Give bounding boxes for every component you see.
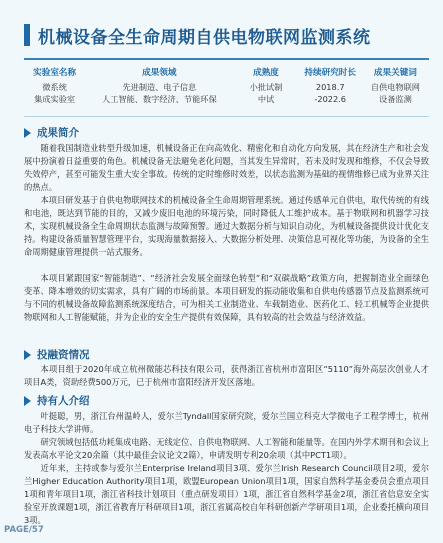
intro-paragraph-3: 本项目紧跟国家“智能制造”、“经济社会发展全面绿色转型”和“双碳战略”政策方向，把握制造业全面绿色变革、降本增效的切实需求，具有广阔的市场前景。本项目研发的振动能收集和自供电传感器节点及监测系统可与不同的机械设备故障监测系统深度结合，可为相关工业制造业、车载制造业、医药化工、轻工机械等企业提供物联网和人工智能赋能，并为企业的安全生产提供有效保障，具有较高的社会效益与经济效益。	[24, 273, 429, 323]
info-divider	[24, 116, 429, 117]
section-heading-funding	[24, 347, 90, 362]
person-paragraph-3: 近年来，主持或参与爱尔兰Enterprise Ireland项目3项、爱尔兰Irish Research Council项目2项，爱尔兰Higher Education Authority项目1项，欧盟European Union项目1项，国家自然科学基金委员会重点项目1项和青年项目1项，浙江省科技计划项目（重点研发项目）1项，浙江省自然科学基金2项，浙江省信息安全实验室开放课题1项，浙江省教育厅科研项目1项，浙江省属高校自年科研创新产学研项目1项，企业委托横向项目3项。	[24, 463, 429, 526]
funding-paragraph: 本项目组于2020年成立杭州微能芯科技有限公司，获得浙江省杭州市富阳区“5110”海外高层次创业人才项目A类，资助经费500万元，已于杭州市富阳经济开发区落地。	[24, 364, 429, 388]
triangle-bullet-icon	[24, 396, 31, 406]
info-col-duration	[299, 66, 362, 112]
title-bar	[24, 20, 431, 50]
info-value: 先进制造、电子信息	[122, 82, 197, 92]
section-heading-person	[24, 393, 90, 408]
intro-paragraph-2: 本项目研发基于自供电物联网技术的机械设备全生命周期管理系统。通过传感单元自供电，取代传统的有线和电池，既达到节能的目的，又减少废旧电池的环境污染，同时降低人工维护成本。基于物联网和机器学习技术，实现机械设备全生命周期状态监测与故障预警。通过大数据分析与知识自动化，为机械设备提供设计优化支持。构建设备质量智慧管理平台，实现海量数据接入、大数据分析处理、决策信息可视化等功能，为设备的全生命周期健康管理提供一站式服务。	[24, 195, 429, 258]
title-divider	[24, 58, 429, 60]
section-heading-label: 成果简介	[37, 127, 79, 139]
page-title: 机械设备全生命周期自供电物联网监测系统	[38, 27, 371, 48]
info-value: -2022.6	[314, 94, 347, 104]
person-paragraph-1: 叶挺聪，男，浙江台州温岭人，爱尔兰Tyndall国家研究院，爱尔兰国立科克大学微电子工程学博士，杭州电子科技大学讲师。	[24, 411, 429, 435]
intro-paragraph-1: 随着我国制造业转型升级加速，机械设备正在向高效化、精密化和自动化方向发展，其在经济生产和社会发展中扮演着日益重要的角色。机械设备无法避免老化问题，当其发生异常时，若未及时发现和维修，不仅会导致失效停产，甚至可能发生重大安全事故。传统的定时维修时效差，以状态监测为基础的视情维修已成为业界关注的热点。	[24, 143, 429, 193]
section-heading-intro	[24, 125, 79, 140]
info-value: 设备监测	[379, 94, 412, 104]
info-value: 集成实验室	[34, 94, 76, 104]
info-header: 成果领域	[142, 68, 177, 78]
info-value: 人工智能、数字经济、节能环保	[102, 94, 217, 104]
person-paragraph-2: 研究领域包括低功耗集成电路、无线定位、自供电物联网、人工智能和能量等。在国内外学术期刊和会议上发表高水平论文20余篇（其中最佳会议论文2篇），申请发明专利20余项（其中PCT1项）。	[24, 437, 429, 461]
info-col-maturity	[233, 66, 298, 112]
info-value: 2018.7	[315, 82, 345, 92]
info-header: 成果关键词	[373, 68, 417, 78]
section-heading-label: 投融资情况	[37, 349, 90, 361]
info-header: 实验室名称	[33, 68, 77, 78]
info-header: 成熟度	[253, 68, 279, 78]
info-table	[24, 66, 429, 112]
info-col-keywords	[362, 66, 429, 112]
triangle-bullet-icon	[24, 350, 31, 360]
info-col-lab	[24, 66, 85, 112]
page-number: PAGE/57	[4, 525, 44, 535]
info-col-field	[85, 66, 233, 112]
info-value: 小批试制	[249, 82, 283, 92]
info-value: 中试	[257, 94, 275, 104]
info-value: 自供电物联网	[370, 82, 420, 92]
info-value: 微系统	[42, 82, 67, 92]
triangle-bullet-icon	[24, 128, 31, 138]
info-header: 持续研究时长	[304, 68, 356, 78]
section-heading-label: 持有人介绍	[37, 395, 90, 407]
title-accent-bar	[24, 24, 30, 46]
